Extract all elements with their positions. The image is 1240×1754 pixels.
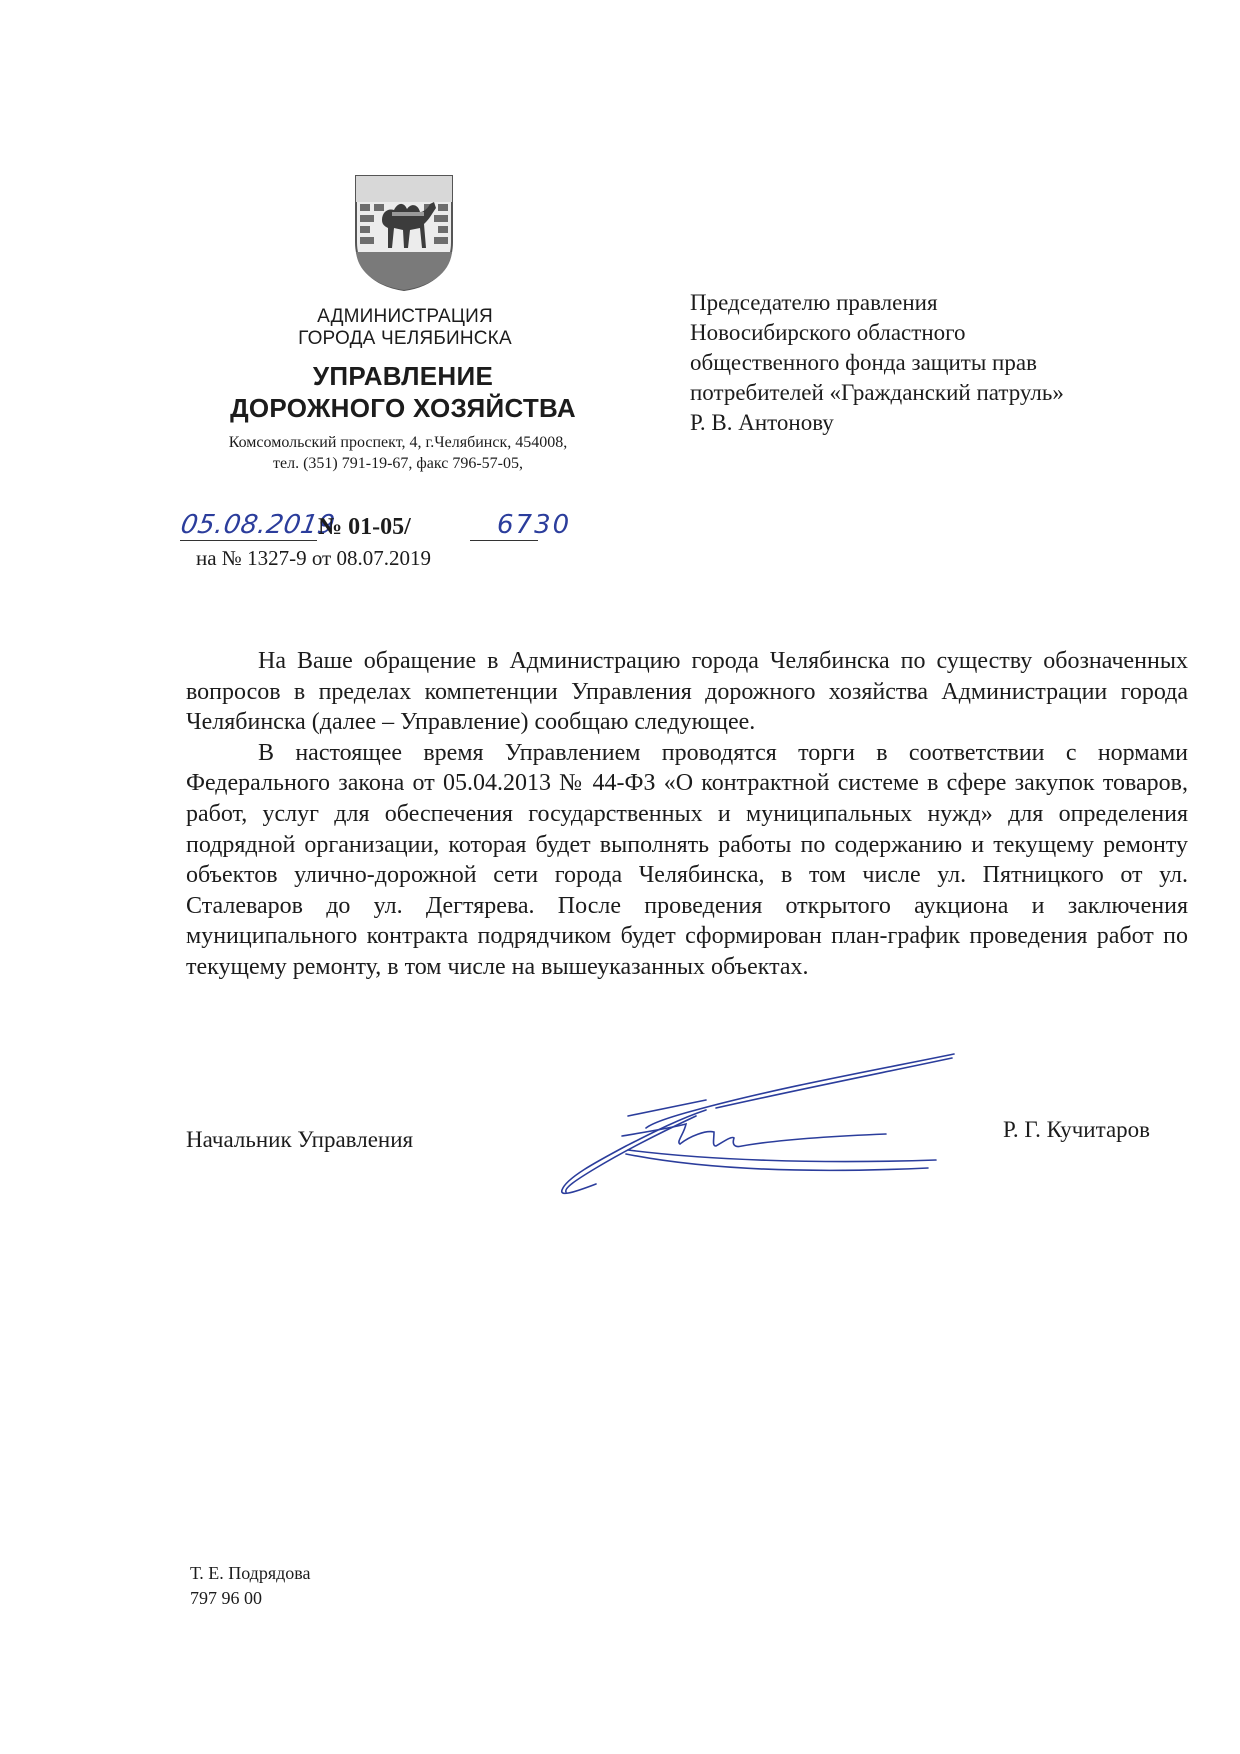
registration-number-label: № 01-05/: [318, 514, 411, 540]
administration-line-2: ГОРОДА ЧЕЛЯБИНСКА: [298, 328, 512, 349]
letter-body: [186, 646, 1188, 983]
department-title-line-2: ДОРОЖНОГО ХОЗЯЙСТВА: [230, 393, 576, 423]
date-underline: [180, 540, 317, 541]
executor-phone: 797 96 00: [190, 1588, 262, 1608]
handwritten-signature: [556, 1050, 966, 1200]
registration-number-handwritten: 6730: [497, 510, 572, 540]
recipient-line-2: Новосибирского областного: [690, 320, 966, 345]
signatory-name: Р. Г. Кучитаров: [1003, 1117, 1151, 1142]
recipient-name: Р. В. Антонову: [690, 410, 834, 435]
coat-of-arms-icon: [352, 172, 456, 292]
signatory-title: Начальник Управления: [186, 1127, 414, 1152]
reference-line: на № 1327-9 от 08.07.2019: [196, 546, 431, 570]
executor-name: Т. Е. Подрядова: [190, 1563, 311, 1583]
registration-date-handwritten: 05.08.2019: [178, 510, 338, 540]
body-paragraph-1: На Ваше обращение в Администрацию города Челябинска по существу обозначенных вопросов в пределах компетенции Управления дорожного хозяйства Администрации города Челябинска (далее – Управление) сообщаю следующее.: [186, 648, 1188, 736]
recipient-line-1: Председателю правления: [690, 290, 938, 315]
body-paragraph-2: В настоящее время Управлением проводятся торги в соответствии с нормами Федерального закона от 05.04.2013 № 44-ФЗ «О контрактной системе в сфере закупок товаров, работ, услуг для обеспечения государственных и муниципальных нужд» для определения подрядной организации, которая будет выполнять работы по содержанию и текущему ремонту объектов улично-дорожной сети города Челябинска, в том числе ул. Пятницкого от ул. Сталеваров до ул. Дегтярева. После проведения открытого аукциона и заключения муниципального контракта подрядчиком будет сформирован план-график проведения работ по текущему ремонту, в том числе на вышеуказанных объектах.: [186, 739, 1188, 980]
number-underline: [470, 540, 538, 541]
address-line: Комсомольский проспект, 4, г.Челябинск, 454008,: [228, 434, 568, 451]
recipient-line-4: потребителей «Гражданский патруль»: [690, 380, 1064, 405]
department-title-line-1: УПРАВЛЕНИЕ: [312, 361, 494, 391]
contacts-line: тел. (351) 791-19-67, факс 796-57-05,: [273, 455, 523, 472]
recipient-line-3: общественного фонда защиты прав: [690, 350, 1037, 375]
administration-line-1: АДМИНИСТРАЦИЯ: [317, 306, 493, 327]
